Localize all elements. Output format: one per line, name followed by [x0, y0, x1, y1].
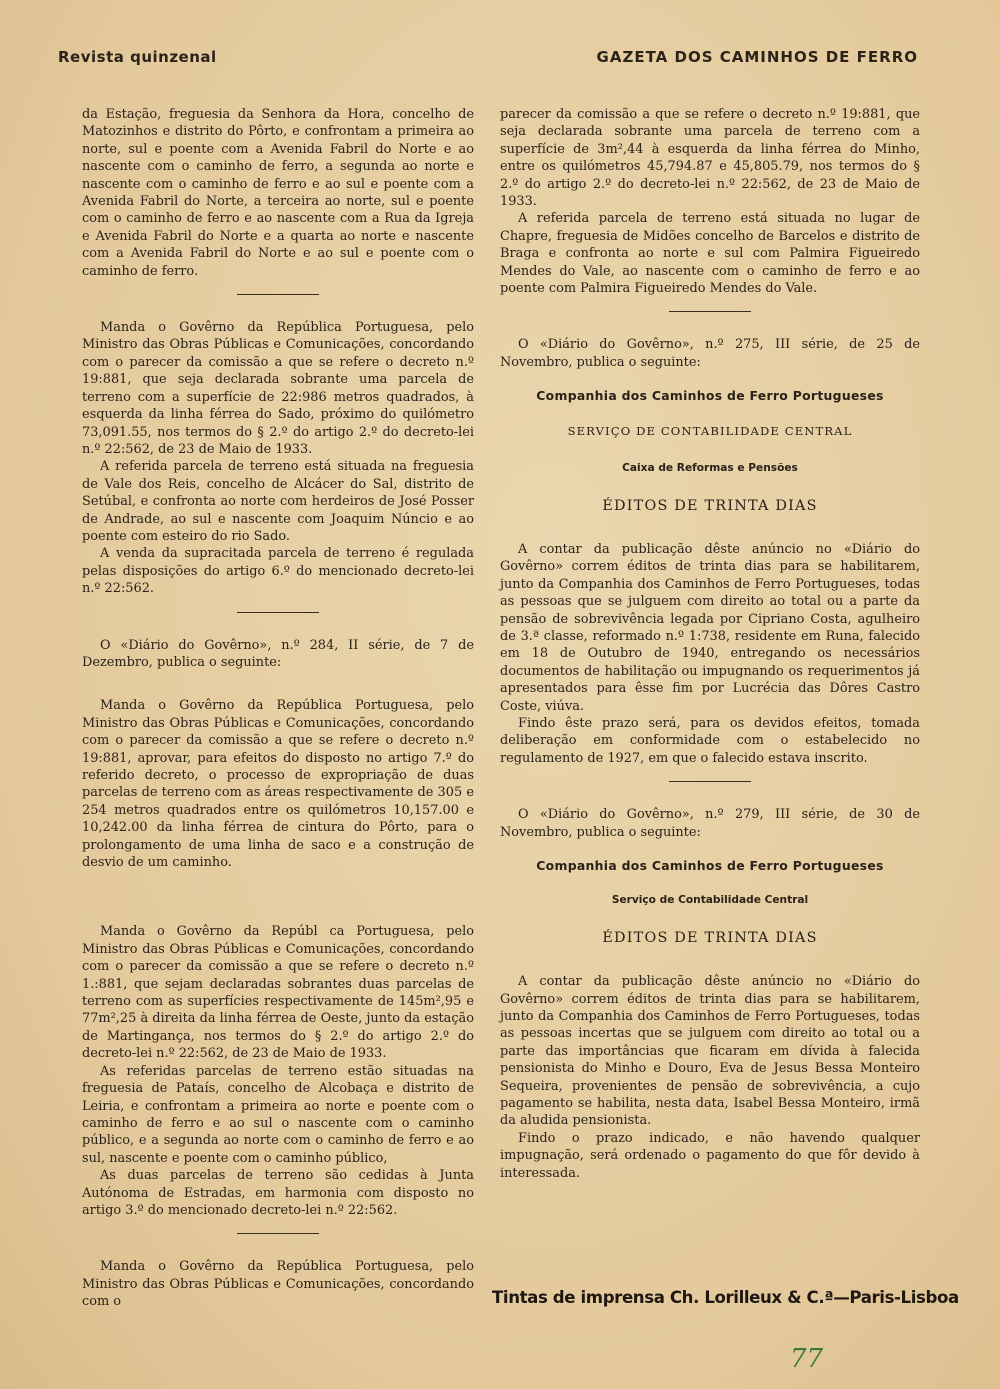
separator-rule — [237, 294, 319, 295]
left-column — [82, 106, 474, 1311]
paragraph: As duas parcelas de terreno são cedidas à Junta Autónoma de Estradas, em harmonia com disposto no artigo 3.º do mencionado decreto-lei n.º 22:562. — [82, 1168, 474, 1218]
service-heading: SERVIÇO DE CONTABILIDADE CENTRAL — [567, 423, 853, 438]
paragraph: Findo o prazo indicado, e não havendo qualquer impugnação, será ordenado o pagamento do que fôr devido à interessada. — [500, 1130, 920, 1181]
caixa-heading: Caixa de Reformas e Pensões — [622, 462, 798, 475]
paragraph: A referida parcela de terreno está situada no lugar de Chapre, freguesia de Midões concelho de Barcelos e distrito de Braga e confronta ao norte e sul com Palmira Figueiredo Mendes do Vale, ao nascente com o caminho de ferro e ao poente com Palmira Figueiredo Mendes do Vale. — [500, 211, 920, 297]
paragraph: Manda o Govêrno da Repúbl ca Portuguesa, pelo Ministro das Obras Públicas e Comunicações, concordando com o parecer da comissão a que se refere o decreto n.º 1.:881, que sejam declaradas sobrantes duas parcelas de terreno com as superfícies respectivamente de 145m²,95 e 77m²,25 à direita da linha férrea de Oeste, junto da estação de Martingança, nos termos do § 2.º do artigo 2.º do decreto-lei n.º 22:562, de 23 de Maio de 1933. — [82, 924, 474, 1062]
separator-rule — [669, 781, 751, 782]
service-heading: Serviço de Contabilidade Central — [611, 894, 809, 907]
separator-rule — [237, 1233, 319, 1234]
page-number: 77 — [790, 1344, 824, 1374]
advertisement-line: Tintas de imprensa Ch. Lorilleux & C.ª—Paris-Lisboa — [492, 1288, 959, 1307]
right-column — [500, 106, 920, 1182]
paragraph: O «Diário do Govêrno», n.º 275, III série, de 25 de Novembro, publica o seguinte: — [500, 337, 920, 370]
paragraph: A contar da publicação dêste anúncio no «Diário do Govêrno» correm éditos de trinta dias para se habilitarem, junto da Companhia dos Caminhos de Ferro Portugueses, todas as pessoas incertas que se julguem com direito ao total ou a parte das importâncias que ficaram em dívida à falecida pensionista do Minho e Douro, Eva de Jesus Bessa Monteiro Sequeira, provenientes de pensão de sobrevivência, a cujo pagamento se habilita, nesta data, Isabel Bessa Monteiro, irmã da aludida pensionista. — [500, 974, 920, 1129]
paragraph: Manda o Govêrno da República Portuguesa, pelo Ministro das Obras Públicas e Comunicações, concordando com o parecer da comissão a que se refere o decreto n.º 19:881, aprovar, para efeitos do disposto no artigo 7.º do referido decreto, o processo de expropriação de duas parcelas de terreno com as áreas respectivamente de 305 e 254 metros quadrados entre os quilómetros 10,157.00 e 10,242.00 da linha férrea de cintura do Pôrto, para o prolongamento de uma linha de saco e a construção de desvio de um caminho. — [82, 698, 474, 871]
paragraph: As referidas parcelas de terreno estão situadas na freguesia de Pataís, concelho de Alcobaça e distrito de Leiria, e confrontam a primeira ao norte e poente com o caminho de ferro e ao sul o nascente com o caminho público, e a segunda ao norte com o caminho de ferro e ao sul, nascente e poente com o caminho público, — [82, 1063, 474, 1166]
header-left: Revista quinzenal — [58, 48, 217, 66]
editos-heading: ÉDITOS DE TRINTA DIAS — [602, 497, 818, 514]
paragraph: parecer da comissão a que se refere o decreto n.º 19:881, que seja declarada sobrante uma parcela de terreno com a superfície de 3m²,44 à esquerda da linha férrea do Minho, entre os quilómetros 45,794.87 e 45,805.79, nos termos do § 2.º do artigo 2.º do decreto-lei n.º 22:562, de 23 de Maio de 1933. — [500, 107, 920, 210]
company-heading: Companhia dos Caminhos de Ferro Portugueses — [536, 858, 884, 873]
paragraph: da Estação, freguesia da Senhora da Hora, concelho de Matozinhos e distrito do Pôrto, e confrontam a primeira ao norte, sul e poente com a Avenida Fabril do Norte e ao nascente com o caminho de ferro, a segunda ao norte e nascente com o caminho de ferro e ao sul e poente com a Avenida Fabril do Norte, a terceira ao norte, sul e poente com o caminho de ferro e ao nascente com a Rua da Igreja e Avenida Fabril do Norte e a quarta ao norte e nascente com a Avenida Fabril do Norte e ao sul e poente com o caminho de ferro. — [82, 107, 474, 279]
paragraph: A referida parcela de terreno está situada na freguesia de Vale dos Reis, concelho de Alcácer do Sal, distrito de Setúbal, e confronta ao norte com herdeiros de José Posser de Andrade, ao sul e nascente com Joaquim Núncio e ao poente com esteiro do rio Sado. — [82, 459, 474, 544]
paragraph: Manda o Govêrno da República Portuguesa, pelo Ministro das Obras Públicas e Comunicações, concordando com o — [82, 1259, 474, 1310]
paragraph: Manda o Govêrno da República Portuguesa, pelo Ministro das Obras Públicas e Comunicações, concordando com o parecer da comissão a que se refere o decreto n.º 19:881, que seja declarada sobrante uma parcela de terreno com a superfície de 22:986 metros quadrados, à esquerda da linha férrea do Sado, próximo do quilómetro 73,091.55, nos termos do § 2.º do artigo 2.º do decreto-lei n.º 22:562, de 23 de Maio de 1933. — [82, 320, 474, 457]
page-header — [58, 48, 918, 72]
company-heading: Companhia dos Caminhos de Ferro Portugueses — [536, 388, 884, 404]
paragraph: O «Diário do Govêrno», n.º 279, III série, de 30 de Novembro, publica o seguinte: — [500, 807, 920, 840]
editos-heading: ÉDITOS DE TRINTA DIAS — [602, 929, 818, 946]
separator-rule — [237, 612, 319, 613]
separator-rule — [669, 311, 751, 312]
paragraph: A venda da supracitada parcela de terreno é regulada pelas disposições do artigo 6.º do mencionado decreto-lei n.º 22:562. — [82, 546, 474, 597]
paragraph: O «Diário do Govêrno», n.º 284, II série, de 7 de Dezembro, publica o seguinte: — [82, 637, 474, 670]
paragraph: A contar da publicação dêste anúncio no «Diário do Govêrno» correm éditos de trinta dias para se habilitarem, junto da Companhia dos Caminhos de Ferro Portugueses, todas as pessoas que se julguem com direito ao total ou a parte da pensão de sobrevivência legada por Cipriano Costa, agulheiro de 3.ª classe, reformado n.º 1:738, residente em Runa, falecido em 18 de Outubro de 1940, entregando os necessários documentos de habilitação ou impugnando os requerimentos já apresentados para êsse fim por Lucrécia das Dôres Castro Coste, viúva. — [500, 541, 920, 714]
paragraph: Findo êste prazo será, para os devidos efeitos, tomada deliberação em conformidade com o estabelecido no regulamento de 1927, em que o falecido estava inscrito. — [500, 715, 920, 766]
header-right: GAZETA DOS CAMINHOS DE FERRO — [596, 48, 918, 66]
